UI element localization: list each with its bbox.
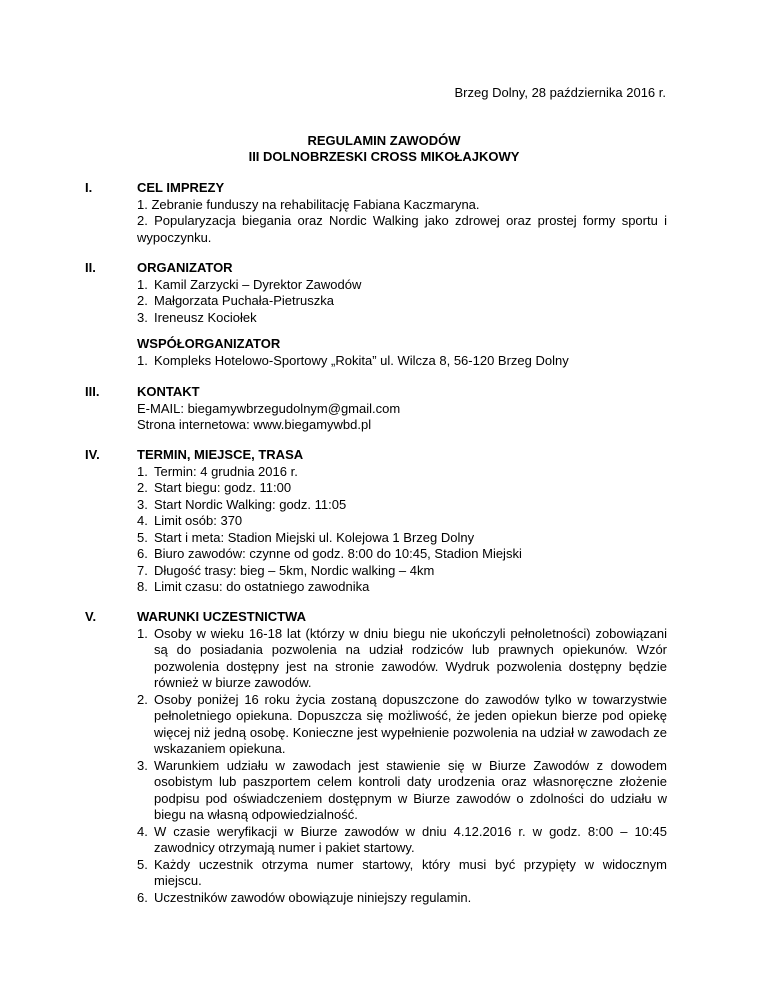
list-item — [137, 758, 667, 824]
list-text: Każdy uczestnik otrzyma numer startowy, który musi być przypięty w widocznym miejscu. — [154, 856, 667, 888]
list-item — [137, 464, 667, 481]
list-text: Biuro zawodów: czynne od godz. 8:00 do 10:45, Stadion Miejski — [154, 546, 522, 561]
list-text: Długość trasy: bieg – 5km, Nordic walking – 4km — [154, 562, 435, 578]
participation-rules-list — [137, 626, 667, 907]
list-item: 2. Popularyzacja biegania oraz Nordic Walking jako zdrowej oraz prostej formy sportu i wypoczynku. — [137, 213, 667, 245]
list-text: Osoby poniżej 16 roku życia zostaną dopuszczone do zawodów tylko w towarzystwie pełnoletniego opiekuna. Dopuszcza się możliwość, że jeden opiekun bierze pod opiekę więcej niż jedną osobę. Konieczne jest wypełnienie pozwolenia na udział w zawodach ze wskazaniem opiekuna. — [154, 691, 667, 756]
section-heading: ORGANIZATOR — [137, 260, 233, 275]
document-title: REGULAMIN ZAWODÓW — [307, 133, 461, 148]
list-item — [137, 563, 667, 580]
list-text: Start i meta: Stadion Miejski ul. Kolejowa 1 Brzeg Dolny — [154, 529, 475, 545]
list-number: 3. — [137, 757, 148, 773]
list-number: 8. — [137, 579, 148, 594]
event-details-list — [137, 464, 667, 596]
list-text: Uczestników zawodów obowiązuje niniejszy regulamin. — [154, 889, 472, 905]
list-item — [137, 293, 667, 310]
list-text: Start biegu: godz. 11:00 — [154, 480, 292, 495]
list-number: 6. — [137, 546, 148, 561]
list-text: Start Nordic Walking: godz. 11:05 — [154, 496, 347, 512]
list-item — [137, 497, 667, 514]
section-numeral: V. — [85, 609, 97, 624]
co-organizer-list — [137, 353, 667, 370]
list-number: 1. — [137, 463, 148, 479]
list-item — [137, 277, 667, 294]
list-item: 1. Zebranie funduszy na rehabilitację Fabiana Kaczmaryna. — [137, 196, 480, 212]
list-text: W czasie weryfikacji w Biurze zawodów w dniu 4.12.2016 r. w godz. 8:00 – 10:45 zawodnicy otrzymają numer i pakiet startowy. — [154, 823, 667, 855]
list-number: 5. — [137, 529, 148, 545]
list-number: 5. — [137, 856, 148, 872]
contact-website: Strona internetowa: www.biegamywbd.pl — [137, 417, 372, 432]
list-item — [137, 890, 667, 907]
section-heading: WARUNKI UCZESTNICTWA — [137, 609, 306, 624]
list-number: 2. — [137, 293, 148, 308]
list-item — [137, 579, 667, 596]
list-number: 3. — [137, 496, 148, 512]
date-line: Brzeg Dolny, 28 października 2016 r. — [454, 85, 666, 100]
list-number: 6. — [137, 889, 148, 905]
list-text: Małgorzata Puchała-Pietruszka — [154, 293, 334, 308]
list-text: Ireneusz Kociołek — [154, 309, 257, 325]
list-item — [137, 857, 667, 890]
list-item — [137, 626, 667, 692]
list-number: 4. — [137, 513, 148, 528]
list-number: 3. — [137, 309, 148, 325]
list-item — [137, 310, 667, 327]
list-number: 1. — [137, 276, 148, 292]
list-text: Osoby w wieku 16-18 lat (którzy w dniu biegu nie ukończyli pełnoletności) zobowiązani są do posiadania pozwolenia na udział rodziców lub prawnych opiekunów. Wzór pozwolenia dostępny jest na stronie zawodów. Wydruk pozwolenia dostępny będzie również w biurze zawodów. — [154, 625, 667, 690]
list-text: Limit czasu: do ostatniego zawodnika — [154, 579, 370, 594]
section-heading: KONTAKT — [137, 384, 200, 399]
list-number: 2. — [137, 480, 148, 495]
list-number: 2. — [137, 691, 148, 707]
contact-email: E-MAIL: biegamywbrzegudolnym@gmail.com — [137, 400, 401, 416]
organizer-list — [137, 277, 667, 327]
list-number: 7. — [137, 562, 148, 578]
list-item — [137, 692, 667, 758]
section-numeral: I. — [85, 180, 93, 195]
section-heading: WSPÓŁORGANIZATOR — [137, 336, 281, 351]
section-numeral: III. — [85, 384, 100, 399]
section-heading: CEL IMPREZY — [137, 180, 225, 195]
document-subtitle: III DOLNOBRZESKI CROSS MIKOŁAJKOWY — [248, 149, 520, 164]
section-numeral: IV. — [85, 447, 100, 462]
list-item — [137, 530, 667, 547]
list-number: 4. — [137, 823, 148, 839]
list-item — [137, 480, 667, 497]
list-item — [137, 353, 667, 370]
list-text: Termin: 4 grudnia 2016 r. — [154, 463, 298, 479]
section-numeral: II. — [85, 260, 96, 275]
list-text: Limit osób: 370 — [154, 513, 243, 528]
list-item — [137, 513, 667, 530]
list-text: Warunkiem udziału w zawodach jest stawienie się w Biurze Zawodów z dowodem osobistym lub paszportem celem kontroli daty urodzenia oraz własnoręczne złożenie podpisu pod oświadczeniem dostępnym w Biurze zawodów o zdolności do udziału w biegu na własną odpowiedzialność. — [154, 757, 667, 822]
list-text: Kompleks Hotelowo-Sportowy „Rokita” ul. Wilcza 8, 56-120 Brzeg Dolny — [154, 352, 569, 368]
list-number: 1. — [137, 625, 148, 641]
list-item — [137, 824, 667, 857]
list-number: 1. — [137, 352, 148, 368]
section-heading: TERMIN, MIEJSCE, TRASA — [137, 447, 304, 462]
list-item — [137, 546, 667, 563]
list-text: Kamil Zarzycki – Dyrektor Zawodów — [154, 276, 362, 292]
